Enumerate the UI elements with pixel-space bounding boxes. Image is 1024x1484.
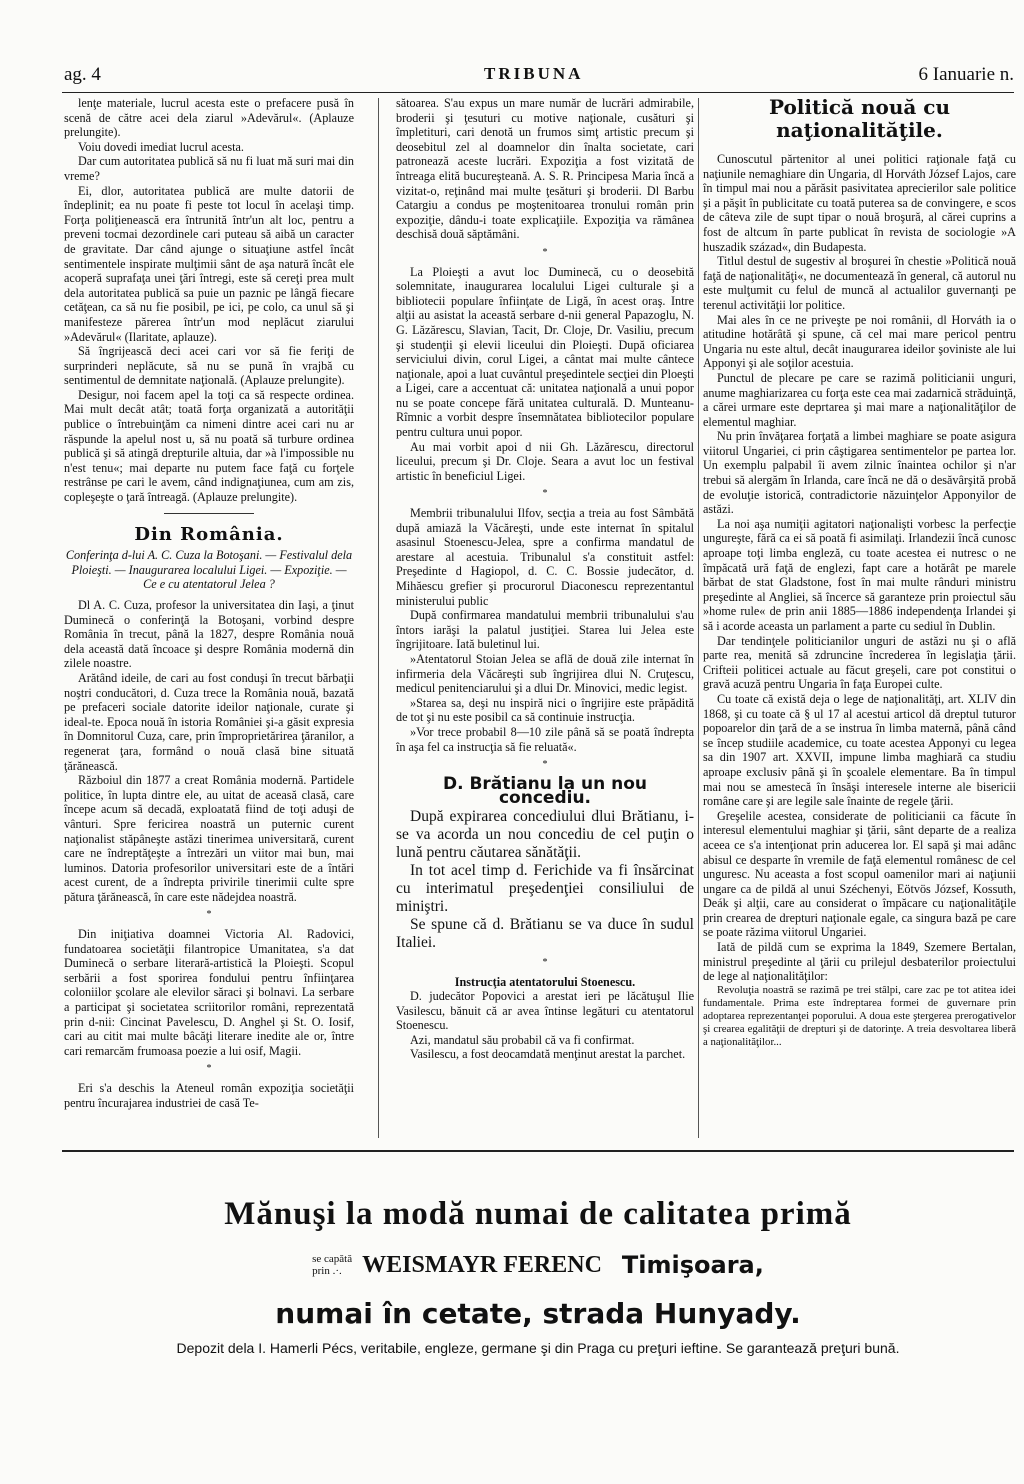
ad-city: Timişoara, bbox=[621, 1251, 764, 1279]
article-paragraph: Să îngrijească deci acei cari vor să fie feriţi de surprinderi neplăcute, să nu se pună în vrajbă cu sentimentul de demnitate naţională. (Aplauze prelungite). bbox=[64, 344, 354, 388]
article-paragraph: Din iniţiativa doamnei Victoria Al. Radovici, fundatoarea societăţii filantropice Umanitatea, s'a dat Duminecă o serbare literară-artistică la Ploieşti. Scopul serbării a fost sporirea fondului pentru înfiinţarea coloniilor şcolare ale elevilor săraci şi bolnavi. La serbare a participat şi societatea scriitorilor români, reprezentată prin d-nii: Cincinat Pavelescu, D. Anghel şi St. O. Iosif, cari au citit mai multe bâcăţi literare inedite ale or, între cari remarcăm frumoasa poezie a lui osif, Magii. bbox=[64, 927, 354, 1058]
article-paragraph: Greşelile acestea, considerate de politicianii ca făcute în interesul elementului maghiar şi ţării, sânt departe de a realiza aceea ce s'a intenţionat prin aducerea lor. El sapă şi mai adânc abisul ce desparte în vremile de faţă elementul românesc de cel unguresc. Nu aceasta a fost scopul oamenilor mari ai naţiunii ungare ca de pildă al unui Széchenyi, Eötvös József, Kossuth, Deák şi alţii, care au considerat o împăcare cu naţionalităţile prin crearea de drepturi naţionale egale, ca singura bază pe care se poate răzima viitorul Ungariei. bbox=[703, 808, 1016, 940]
column-separator bbox=[378, 98, 379, 1138]
article-paragraph: Războiul din 1877 a creat România modernă. Partidele politice, în lupta dintre ele, au uitat de aceasă clasă, care începe acum să decadă, exploatată fiind de toţi aduşi de vânturi. Spre fericirea noastră un puternic curent naţionalist stăpâneşte astăzi tinerimea universitară, curent care ne îndreptăţeşte a întrezări un viitor mai bun, mai luminos. Datoria profesorilor universitari este de a întări acest curent, de a îndrepta privirile tinerimii culte spre pătura ţărănească, în care este nădejdea noastră. bbox=[64, 773, 354, 904]
ad-footnote: Depozit dela I. Hamerli Pécs, veritabile, engleze, germane şi din Praga cu preţuri ieftine. Se garantează preţuri bună. bbox=[176, 1340, 900, 1356]
article-paragraph: Dl A. C. Cuza, profesor la universitatea din Iaşi, a ţinut Duminecă o conferinţă la Botoşani, vorbind despre România în trecut, până la 1827, despre România nouă dela această dată încoace şi despre România modernă din zilele noastre. bbox=[64, 598, 354, 671]
article-paragraph: Vasilescu, a fost deocamdată menţinut arestat la parchet. bbox=[410, 1047, 686, 1062]
article-paragraph: După confirmarea mandatului membrii tribunalului s'au întors iarăşi la palatul justiţiei. Starea lui Jelea este îngrijitoare. Iată buletinul lui. bbox=[396, 608, 694, 652]
article-paragraph: »Atentatorul Stoian Jelea se află de două zile internat în infirmeria dela Văcăreşti sub îngrijirea dlui N. Cruţescu, medicul penitenciarului şi a dlui Dr. Minovici, medic legist. bbox=[396, 651, 694, 696]
article-paragraph: Eri s'a deschis la Ateneul român expoziţia societăţii pentru încurajarea industriei de casă Te- bbox=[64, 1081, 354, 1110]
advert-rule bbox=[62, 1150, 1014, 1152]
section-title: Din România. bbox=[134, 523, 284, 545]
page-header bbox=[64, 62, 1014, 92]
article-paragraph: Titlul destul de sugestiv al broşurei în chestie »Politică nouă faţă de naţionalităţi«, ne documentează în general, că autorul nu este mulţumit cu felul de muncă al actualilor guvernanţi pe terenul activităţii lor politice. bbox=[703, 254, 1016, 312]
article-paragraph: Cunoscutul părtenitor al unei politici raţionale faţă cu naţiunile nemaghiare din Ungaria, dl Horváth József Lajos, care în timpul mai nou a părăsit pasivitatea aprecierilor sale politice şi a păşit în publicitate cu toată puterea sa de convingere, e scos de câteva zile de supt tipar o nouă broşură, al cărei cuprins a fost de altcum în parte publicat în revista de sociologie »A huszadik század«, din Budapesta. bbox=[703, 152, 1016, 254]
section-subheads: Conferinţa d-lui A. C. Cuza la Botoşani. — Festivalul dela Ploieşti. — Inaugurarea localului Ligei. — Expoziţie. — Ce e cu atentatorul Jelea ? bbox=[65, 548, 353, 592]
column-separator bbox=[698, 98, 699, 1138]
article-paragraph: Arătând ideile, de cari au fost conduşi în trecut bărbaţii noştri conducători, d. Cuza trece la România nouă, bazată pe prefaceri sociale datorite ideilor naţionale, curate şi ideal-te. Epoca nouă în istoria României şi-a găsit expresia în Domnitorul Cuza, care, prin împroprietărirea ţăranilor, a regenerat ţara, formând o nouă clasă bine situată ţărănească. bbox=[64, 670, 354, 773]
article-paragraph: Punctul de plecare pe care se razimă politicianii unguri, anume maghiarizarea cu forţa este cea mai zadarnică străduinţă, a cărei urmare este deprtarea şi mai mare a naţionalităţilor de elementul maghiar. bbox=[703, 370, 1016, 429]
star-separator: * bbox=[206, 909, 212, 921]
ad-headline: Mănuşi la modă numai de calitatea primă bbox=[224, 1196, 852, 1232]
star-separator: * bbox=[542, 759, 548, 771]
article-paragraph: »Starea sa, deşi nu inspiră nici o îngrijire este prăpădită de tot şi nu este posibil ca să continuie instrucţia. bbox=[396, 695, 694, 725]
ad-small-text bbox=[312, 1253, 352, 1277]
bratianu-headline: D. Brătianu la un nou concediu. bbox=[442, 773, 648, 809]
article-paragraph: La Ploieşti a avut loc Duminecă, cu o deosebită solemnitate, inaugurarea localului Ligei culturale şi a bibliotecii populare înfiinţate de Ligă, în acest oraş. Intre alţii au asistat la această serbare d-nii general Papazoglu, N. G. Lăzărescu, Slavian, Tacit, Dr. Cloje, Dr. Vasiliu, precum şi studenţii şi elevii liceului din Ploieşti. După oficiarea serviciului divin, corul Ligei, a cântat mai multe cântece naţionale, apoi a luat cuvântul preşedintele secţiei din Ploeşti a Ligei, care a accentuat că: unitatea naţională a unui popor nu se poate concepe fără unitatea culturală. D. Munteanu-Rîmnic a vorbit despre însemnătatea bibliotecilor populare pentru cultura unui popor. bbox=[396, 264, 694, 440]
star-separator: * bbox=[206, 1063, 212, 1075]
article-paragraph: Voiu dovedi imediat lucrul acesta. bbox=[78, 139, 244, 154]
column-middle bbox=[396, 96, 694, 1136]
article-paragraph: Se spune că d. Brătianu se va duce în sudul Italiei. bbox=[396, 915, 694, 951]
ad-small-bottom: prin .·. bbox=[312, 1265, 342, 1277]
page-number: ag. 4 bbox=[64, 64, 101, 85]
article-paragraph: Nu prin învăţarea forţată a limbei maghiare se poate asigura viitorul Ungariei, ci prin câştigarea sentimentelor pe partea lor. Un exemplu palpabil îi avem zilnic înaintea ochilor şi n'ar trebui să alergăm în Irlanda, care încă ne dă o desăvârşită probă de evoluţie istorică, contradictorie năzuinţelor Apponyilor de astăzi. bbox=[703, 429, 1016, 517]
article-paragraph: Dar cum autoritatea publică să nu fi luat mă suri mai din vreme? bbox=[64, 154, 354, 183]
article-paragraph: Azi, mandatul său probabil că va fi confirmat. bbox=[410, 1032, 635, 1047]
quote-paragraph: Revoluţia noastră se razimă pe trei stâlpi, care zac pe tot atitea idei fundamentale. Prima este îndreptarea formei de guvernare prin adoptarea reprezentanţei poporului. A doua este ştergerea prerogativelor şi crearea egalităţii de drepturi şi de datorinţe. A treia desvoltarea liberă a naţionalităţilor... bbox=[703, 983, 1016, 1048]
article-paragraph: Cu toate că există deja o lege de naţionalităţi, art. XLIV din 1868, şi cu toate că § ul 17 al acestui articol dă dreptul tuturor popoarelor din ţară de a se instrua în limba maternă, până când se încep studiile academice, cu toate acestea Apponyi cu legea sa din 1907 art. XXVII, impune limba maghiară ca studiu aproape exclusiv până şi în şcoalele elementare. Ba în timpul mai nou se amestecă în însăşi interesele interne ale bisericii române care şi are legile sale înainte de regele ţării. bbox=[703, 691, 1016, 809]
ad-firm-name: WEISMAYR FERENC bbox=[362, 1251, 602, 1278]
advertisement bbox=[62, 1168, 1014, 1468]
article-paragraph: »Vor trece probabil 8—10 zile până să se poată îndrepta în aşa fel ca instrucţia să fie reluată«. bbox=[396, 724, 694, 754]
article-paragraph: La noi aşa numiţii agitatori naţionalişti vorbesc la perfecţie ungureşte, fără ca ei să poată fi asimilaţi. Irlandezii încă cunosc aproape toţi limba engleză, cu toate acestea ei nutresc o ne împăcată ură faţă de englezi, fapt care a hotărât pe marele bărbat de stat Gladstone, fost în mai multe rânduri ministru preşedinte al Angliei, să încerce să garanteze prin proiectul său »home rule« de prin anii 1885—1886 independenţa Irlandei şi să i acorde aceasta un parlament a parte cu sediul în Dublin. bbox=[703, 516, 1016, 633]
ad-firm-line bbox=[62, 1251, 1014, 1291]
article-paragraph: Membrii tribunalului Ilfov, secţia a treia au fost Sâmbătă după amiază la Văcăreşti, unde este internat în spitalul asasinul Stoenescu-Jelea, spre a confirma mandatul de arestare al acestuia. Tribunalul s'a constituit astfel: Preşedinte d Hagiopol, d. C. C. Bossie judecător, d. Mihăescu grefier şi procurorul Diaconescu reprezentantul ministerului public bbox=[396, 506, 694, 608]
instruction-headline: Instrucţia atentatorului Stoenescu. bbox=[454, 974, 636, 989]
article-paragraph: Ei, dlor, autoritatea publică are multe datorii de îndeplinit; ea nu poate fi peste tot locul în acelaşi timp. Forţa poliţienească era întrunită într'un alt loc, pentru a preveni tocmai dezordinele cari puteau să aibă un caracter de gravitate. Dar când ajunge o situaţiune astfel încât sentimentele inspirate mulţimii sânt de aşa natură încât ele acoperă suprafaţa unei ţări întregi, este să cereţi prea mult dela autoritatea publică sa puie un paznic pe lângă fiecare cetăţean, ca să nu fie posibil, pe ici, pe colo, ca unul să şi manifesteze părerea într'un mod neplăcut ziarului »Adevărul« (Ilaritate, aplauze). bbox=[64, 183, 354, 344]
article-paragraph: lenţe materiale, lucrul acesta este o prefacere pusă în scenă de către acei dela ziarul »Adevărul«. (Aplauze prelungite). bbox=[64, 96, 354, 140]
article-paragraph: Mai ales în ce ne priveşte pe noi românii, dl Horváth ia o atitudine hotărâtă şi spune, că cel mai mare pericol pentru Ungaria nu este altul, decât inaugurarea ideilor şoviniste ale lui Apponyi şi ale soţilor acestuia. bbox=[703, 312, 1016, 371]
article-paragraph: Desigur, noi facem apel la toţi ca să respecte ordinea. Mai mult decât atât; toată forţa organizată a autorităţii publice o întrebuinţăm ca nimeni dintre acei cari nu ar răspunde la apelul nost u, să nu poată să turbure ordinea publică şi să atingă drepturile altuia, dar »à l'impossible nu n'est tenu«; mai departe nu putem face faţă cu forţele restrânse pe cari le avem, când indignaţiunea, cum am zis, copleşeşte o ţară întreagă. (Aplauze prelungite). bbox=[64, 387, 354, 505]
star-separator: * bbox=[542, 956, 548, 968]
article-paragraph: După expirarea concediului dlui Brătianu, i-se va acorda un nou concediu de cel puţin o lună pentru căutarea sănătăţii. bbox=[396, 807, 694, 861]
star-separator: * bbox=[542, 488, 548, 500]
issue-date: 6 Ianuarie n. bbox=[918, 64, 1014, 85]
section-divider bbox=[164, 513, 254, 514]
article-paragraph: Iată de pildă cum se exprima la 1849, Szemere Bertalan, ministrul preşedinte al ţării cu prilejul desbaterilor proiectului de lege al naţionalităţilor: bbox=[703, 940, 1016, 984]
star-separator: * bbox=[542, 246, 548, 258]
column-left bbox=[64, 96, 354, 1136]
newspaper-title: TRIBUNA bbox=[484, 64, 584, 83]
article-paragraph: sătoarea. S'au expus un mare număr de lucrări admirabile, broderii şi ţesuturi cu motive naţionale, cusături şi împletituri, cari denotă un frumos simţ artistic precum şi deosebitul zel al doamnelor din înalta societate, cari patronează aceste lucrări. Expoziţia a fost vizitată de întreaga elită bucureşteană. A. S. R. Principesa Maria încă a vizitat-o, reţinând mai multe ţesături şi broderii. Dl Barbu Catargiu a condus pe moştenitoarea tronului român prin expoziţie, dându-i toate explicaţiile. Expoziţia va rămânea deschisă două săptămâni. bbox=[396, 96, 694, 242]
politics-headline: Politică nouă cu naţionalităţile. bbox=[768, 96, 951, 142]
article-paragraph: Dar tendinţele politicianilor unguri de astăzi nu şi o află parte rea, menită să zdruncine încrederea în legislaţia ţării. Crifteii politicei actuale au făcut greşeli, care pot constitui o gravă acuză pentru Ungaria în faţa Europei culte. bbox=[703, 633, 1016, 692]
article-paragraph: In tot acel timp d. Ferichide va fi însărcinat cu interimatul preşedenţiei consiliului de miniştri. bbox=[396, 861, 694, 915]
article-paragraph: D. judecător Popovici a arestat ieri pe lăcătuşul Ilie Vasilescu, bănuit că ar avea întinse legături cu atentatorul Stoenescu. bbox=[396, 989, 694, 1033]
ad-small-top: se capătă bbox=[312, 1253, 353, 1265]
header-rule bbox=[62, 92, 1014, 93]
ad-address: numai în cetate, strada Hunyady. bbox=[275, 1297, 801, 1330]
column-right bbox=[703, 96, 1016, 1136]
article-paragraph: Au mai vorbit apoi d nii Gh. Lăzărescu, directorul liceului, precum şi Dr. Cloje. Seara a avut loc un festival artistic în beneficiul Ligei. bbox=[396, 439, 694, 483]
